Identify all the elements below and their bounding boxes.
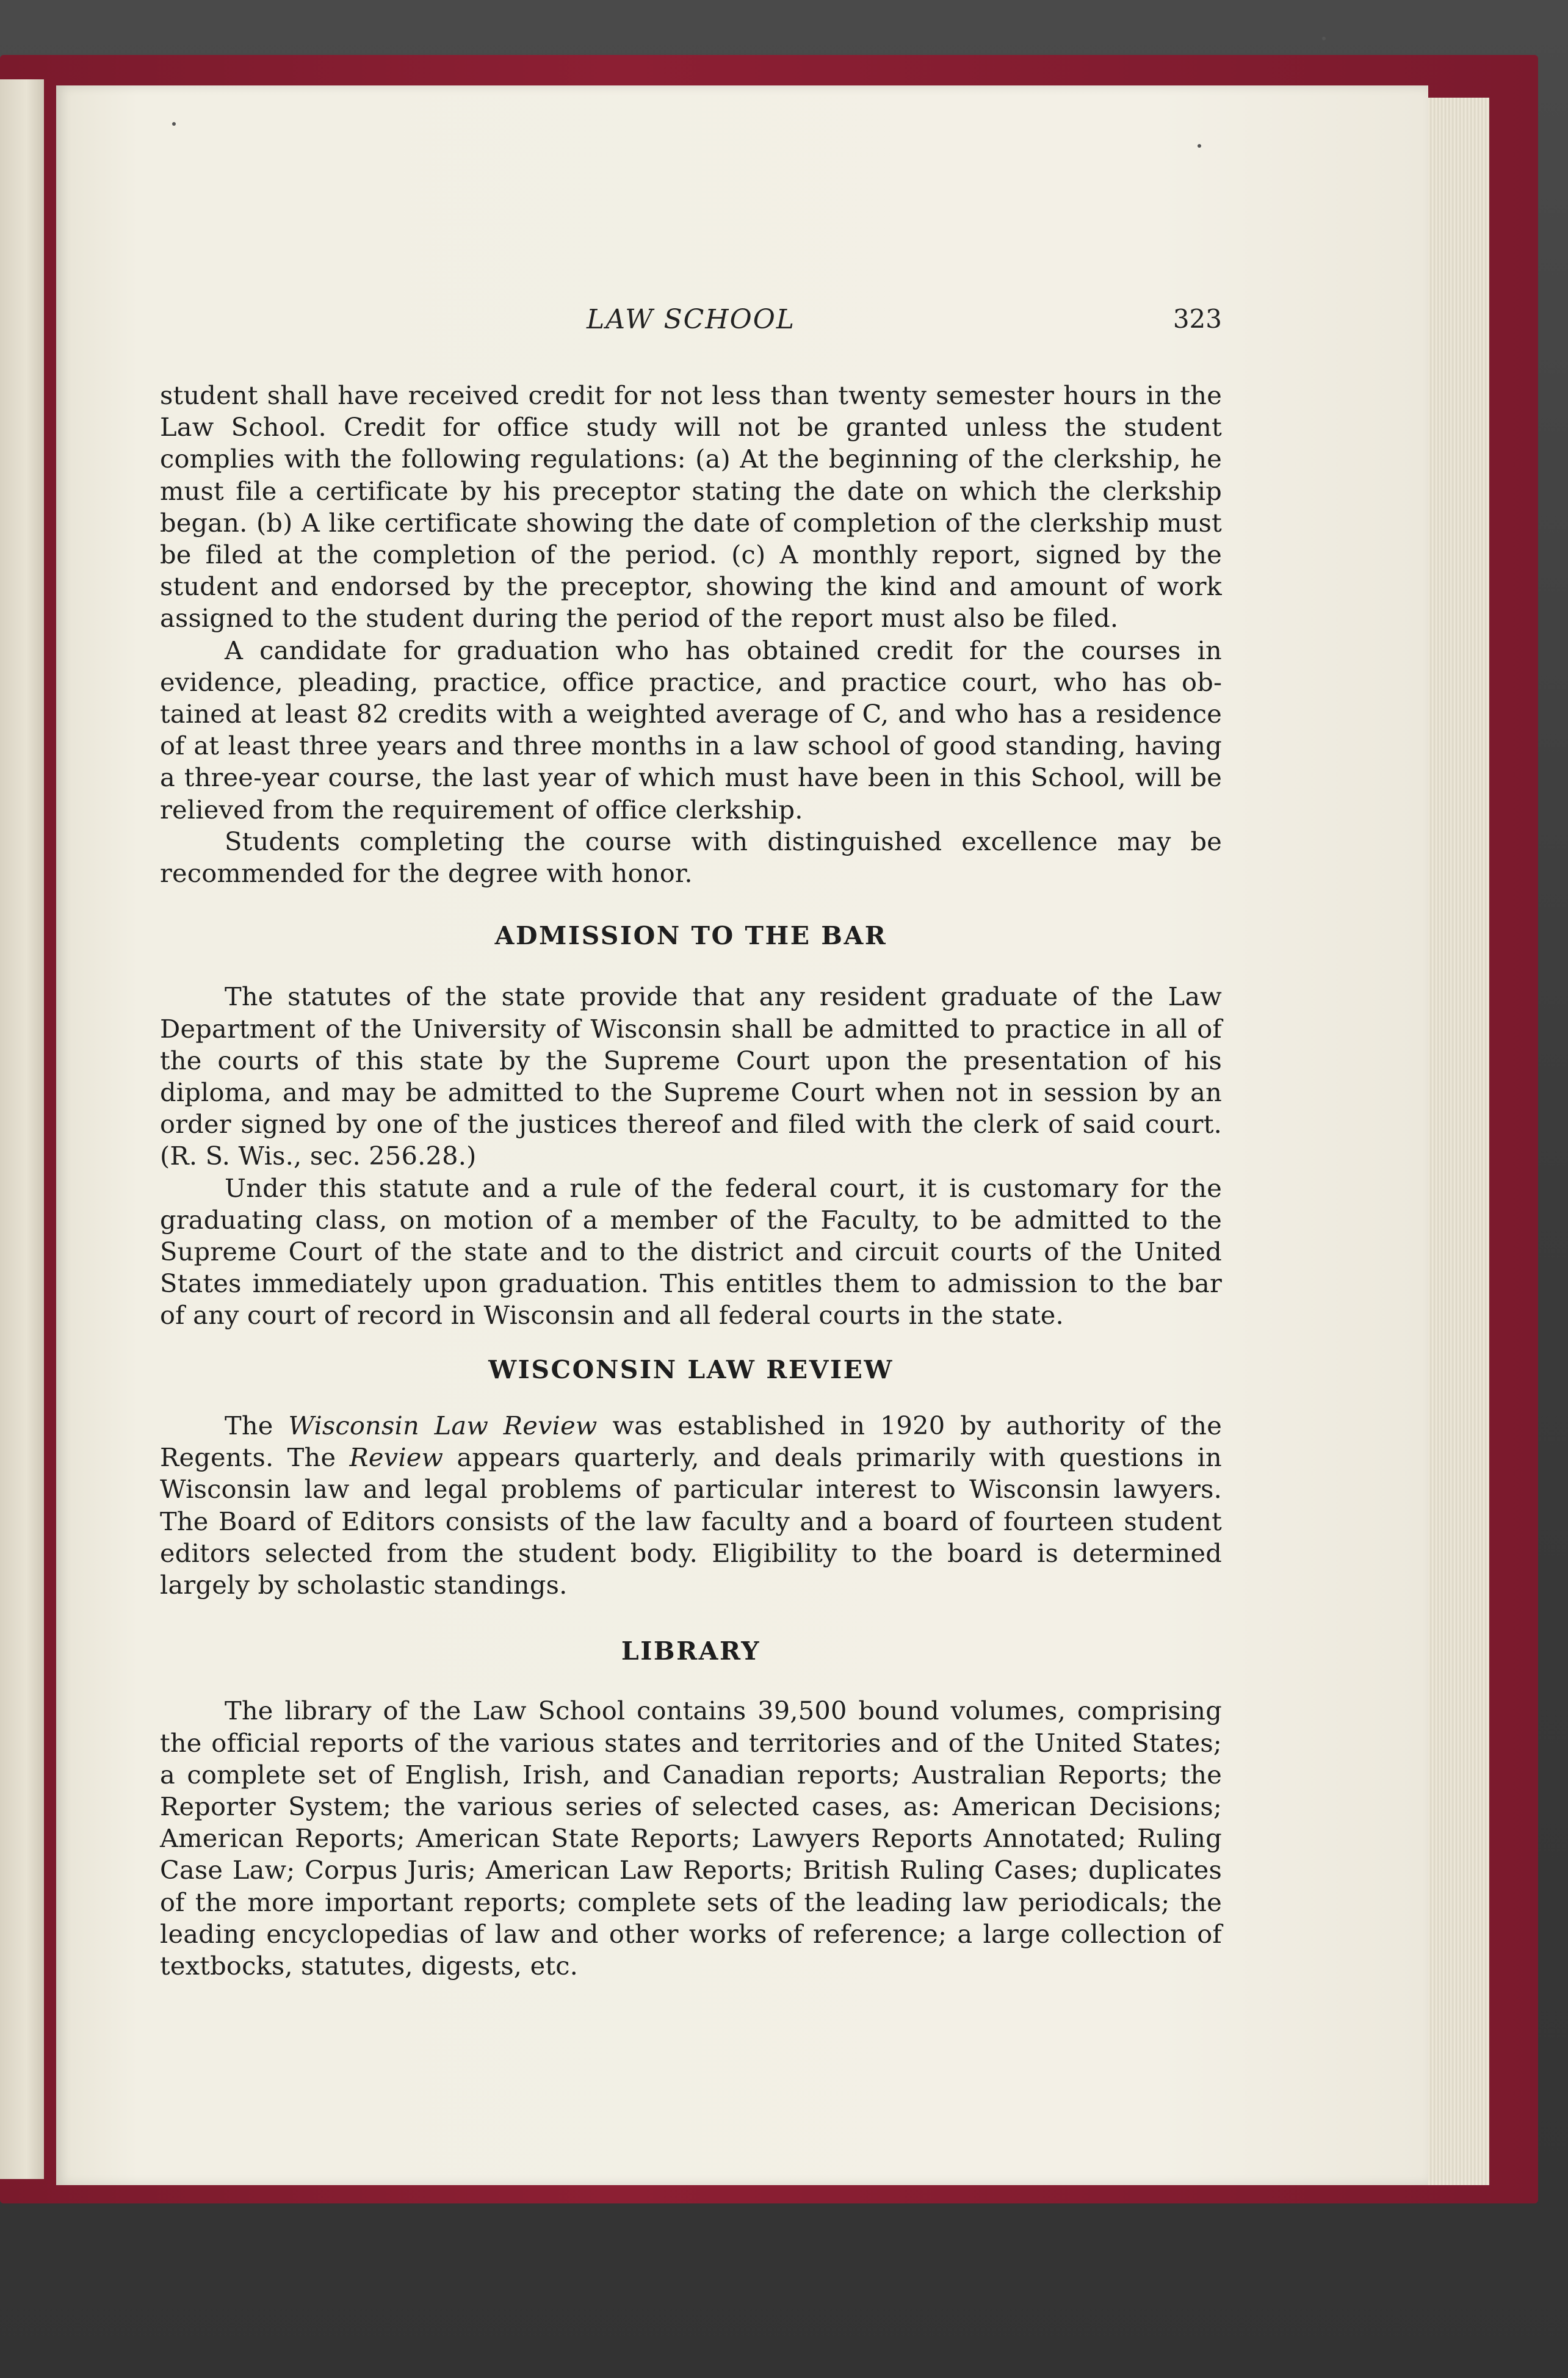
body-text	[160, 380, 1222, 1982]
paragraph-admission-federal: Under this statute and a rule of the federal court, it is customary for the graduating class, on motion of a member of the Faculty, to be admitted to the Supreme Court of the state and to the district and circuit courts of the United States immediately upon graduation. This entitles them to admission to the bar of any court of record in Wisconsin and all federal courts in the state.	[160, 1173, 1222, 1331]
paragraph-clerkship-regulations: student shall have received credit for not less than twenty semester hours in the Law School. Credit for office study will not be granted unless the student complies with the following regulations: (a) At the beginning of the clerkship, he must file a certificate by his preceptor stating the date on which the clerkship began. (b) A like certificate showing the date of completion of the clerkship must be filed at the completion of the period. (c) A monthly report, signed by the student and endorsed by the preceptor, showing the kind and amount of work assigned to the student during the period of the report must also be filed.	[160, 380, 1222, 634]
paragraph-admission-statutes: The statutes of the state provide that any resident graduate of the Law Department of the University of Wisconsin shall be admitted to practice in all of the courts of this state by the Supreme Court upon the presentation of his diploma, and may be admitted to the Supreme Court when not in session by an order signed by one of the justices thereof and filed with the clerk of said court. (R. S. Wis., sec. 256.28.)	[160, 981, 1222, 1171]
heading-law-review: WISCONSIN LAW REVIEW	[488, 1354, 894, 1384]
paper-speck	[1322, 37, 1326, 40]
review-title: Wisconsin Law Review	[288, 1410, 598, 1440]
running-title: LAW SCHOOL	[587, 304, 795, 335]
running-head	[160, 304, 1222, 341]
paragraph-library: The library of the Law School contains 39,500 bound volumes, comprising the official reports of the various states and territories and of the United States; a complete set of English, Irish, and Canadian reports; Australian Reports; the Reporter System; the various series of selected cases, as: American Decisions; American Reports; American State Reports; Lawyers Reports Annotated; Ruling Case Law; Corpus Juris; American Law Reports; British Ruling Cases; duplicates of the more important reports; complete sets of the leading law periodicals; the leading encyclopedias of law and other works of reference; a large collection of textbocks, statutes, digests, etc.	[160, 1696, 1222, 1981]
review-text-c: appears quarterly, and deals primarily with questions in Wisconsin law and legal problems of particular interest to Wisconsin lawyers. The Board of Editors consists of the law faculty and a board of fourteen student editors selected from the student body. Eligibility to the board is determined largely by scholastic standings.	[160, 1442, 1222, 1600]
heading-library: LIBRARY	[621, 1636, 761, 1666]
left-page-edge	[0, 79, 44, 2179]
review-text-b: was established in 1920 by authority of the Regents. The	[160, 1410, 1222, 1473]
paragraph-honors: Students completing the course with distinguished excellence may be recommended for the degree with honor.	[160, 826, 1222, 889]
paragraph-law-review	[160, 1410, 1222, 1601]
review-text-a: The	[225, 1410, 289, 1440]
heading-admission-to-bar: ADMISSION TO THE BAR	[494, 921, 887, 951]
paper-speck	[1198, 144, 1201, 148]
paper-speck	[172, 122, 176, 126]
page-number: 323	[1172, 304, 1222, 334]
paragraph-graduation-candidate: A candidate for graduation who has obtained credit for the courses in evidence, pleading, practice, office practice, and practice court, who has obtained at least 82 credits with a weighted average of C, and who has a residence of at least three years and three months in a law school of good standing, having a three-year course, the last year of which must have been in this School, will be relieved from the requirement of office clerkship.	[160, 635, 1222, 825]
review-short-title: Review	[349, 1442, 444, 1473]
